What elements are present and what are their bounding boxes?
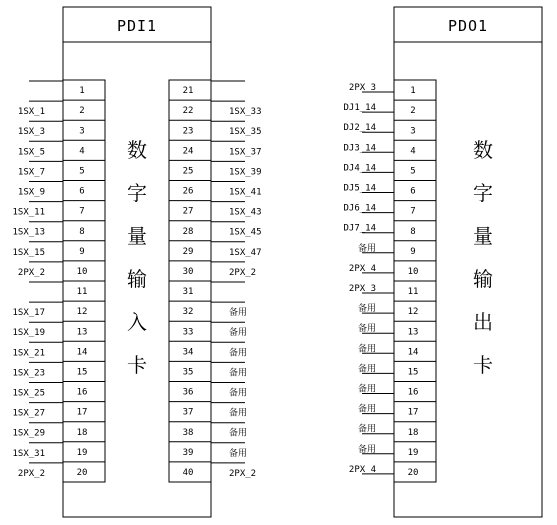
terminal-pin-number: 1 — [410, 86, 416, 97]
terminal-pin-number: 25 — [182, 166, 194, 177]
terminal-pin-number: 34 — [182, 347, 194, 358]
terminal-signal-label: DJ7_14 — [343, 223, 376, 234]
terminal-signal-label: DJ6_14 — [343, 203, 376, 214]
terminal-pin-number: 17 — [407, 407, 419, 418]
terminal-signal-label: 2PX_2 — [229, 267, 257, 278]
terminal-pin-number: 13 — [76, 327, 88, 338]
terminal-pin-number: 16 — [407, 387, 419, 398]
terminal-pin-number: 9 — [79, 246, 85, 257]
terminal-pin-number: 18 — [76, 427, 88, 438]
terminal-pin-number: 9 — [410, 246, 416, 257]
terminal-pin-number: 4 — [79, 146, 85, 157]
terminal-signal-label: 1SX_25 — [12, 388, 45, 399]
terminal-pin-number: 12 — [407, 307, 419, 318]
terminal-signal-label: 备用 — [357, 364, 376, 375]
terminal-signal-label: 1SX_31 — [12, 448, 45, 459]
terminal-pin-number: 33 — [182, 327, 194, 338]
terminal-signal-label: 1SX_27 — [12, 408, 45, 419]
terminal-pin-number: 13 — [407, 327, 419, 338]
terminal-pin-number: 10 — [76, 266, 88, 277]
pdo1-pins-1-20 — [343, 83, 436, 478]
terminal-signal-label: 1SX_15 — [12, 247, 45, 258]
terminal-pin-number: 35 — [182, 367, 194, 378]
terminal-signal-label: 1SX_5 — [17, 147, 45, 158]
terminal-pin-number: 11 — [407, 287, 419, 298]
terminal-signal-label: 1SX_45 — [229, 227, 262, 238]
terminal-signal-label: DJ5_14 — [343, 183, 376, 194]
terminal-pin-number: 38 — [182, 427, 194, 438]
terminal-signal-label: 1SX_35 — [229, 127, 262, 138]
vertical-label-char: 量 — [473, 224, 493, 248]
terminal-signal-label: 1SX_11 — [12, 207, 45, 218]
terminal-signal-label: 1SX_33 — [229, 107, 262, 118]
vertical-label-char: 字 — [127, 181, 147, 205]
terminal-signal-label: 1SX_1 — [17, 107, 45, 118]
terminal-signal-label: 2PX_4 — [348, 464, 376, 475]
terminal-signal-label: 备用 — [357, 424, 376, 435]
pdi1-vertical-label — [127, 138, 147, 377]
terminal-pin-number: 29 — [182, 246, 194, 257]
terminal-signal-label: 备用 — [357, 324, 376, 335]
terminal-pin-number: 32 — [182, 307, 194, 318]
terminal-pin-number: 8 — [79, 226, 85, 237]
terminal-pin-number: 3 — [79, 126, 85, 137]
terminal-signal-label: DJ4_14 — [343, 163, 376, 174]
vertical-label-char: 输 — [473, 267, 493, 291]
terminal-pin-number: 8 — [410, 226, 416, 237]
terminal-pin-number: 30 — [182, 266, 194, 277]
terminal-pin-number: 26 — [182, 186, 194, 197]
terminal-pin-number: 31 — [182, 287, 194, 298]
terminal-signal-label: 备用 — [229, 328, 248, 339]
terminal-pin-number: 6 — [79, 186, 85, 197]
terminal-pin-number: 40 — [182, 467, 194, 478]
terminal-pin-number: 19 — [76, 447, 88, 458]
terminal-pin-number: 27 — [182, 206, 194, 217]
terminal-signal-label: 备用 — [229, 308, 248, 319]
terminal-signal-label: 2PX_2 — [17, 468, 45, 479]
terminal-signal-label: 1SX_39 — [229, 167, 262, 178]
terminal-signal-label: 1SX_47 — [229, 247, 262, 258]
terminal-pin-number: 3 — [410, 126, 416, 137]
terminal-signal-label: 1SX_9 — [17, 187, 45, 198]
terminal-signal-label: 备用 — [357, 344, 376, 355]
terminal-pin-number: 10 — [407, 266, 419, 277]
terminal-pin-number: 6 — [410, 186, 416, 197]
vertical-label-char: 出 — [473, 310, 493, 334]
terminal-pin-number: 5 — [410, 166, 416, 177]
pdo1-card — [343, 7, 542, 517]
terminal-signal-label: 备用 — [357, 384, 376, 395]
terminal-signal-label: 2PX_2 — [17, 267, 45, 278]
terminal-pin-number: 23 — [182, 126, 194, 137]
terminal-signal-label: 备用 — [229, 428, 248, 439]
vertical-label-char: 数 — [473, 138, 493, 162]
terminal-signal-label: 备用 — [357, 444, 376, 455]
terminal-signal-label: 备用 — [357, 304, 376, 315]
terminal-pin-number: 2 — [79, 106, 85, 117]
terminal-pin-number: 28 — [182, 226, 194, 237]
terminal-pin-number: 7 — [410, 206, 416, 217]
pdi1-card — [12, 7, 261, 517]
terminal-pin-number: 20 — [76, 467, 88, 478]
terminal-pin-number: 20 — [407, 467, 419, 478]
terminal-signal-label: DJ3_14 — [343, 143, 376, 154]
pdi1-card-outline — [63, 7, 211, 517]
terminal-signal-label: 备用 — [229, 348, 248, 359]
terminal-pin-number: 7 — [79, 206, 85, 217]
terminal-pin-number: 17 — [76, 407, 88, 418]
terminal-signal-label: 2PX_3 — [348, 284, 376, 294]
terminal-signal-label: 备用 — [357, 243, 376, 254]
pdi1-pins-1-20 — [12, 81, 105, 479]
pdo1-vertical-label — [473, 138, 493, 377]
terminal-signal-label: 备用 — [357, 404, 376, 415]
terminal-pin-number: 21 — [182, 86, 194, 97]
terminal-pin-number: 14 — [76, 347, 88, 358]
terminal-signal-label: 备用 — [229, 388, 248, 399]
terminal-pin-number: 11 — [76, 287, 88, 298]
terminal-signal-label: 1SX_13 — [12, 227, 45, 238]
vertical-label-char: 量 — [127, 224, 147, 248]
vertical-label-char: 卡 — [127, 353, 147, 377]
terminal-pin-number: 2 — [410, 106, 416, 117]
terminal-signal-label: 1SX_37 — [229, 147, 262, 158]
terminal-signal-label: 备用 — [229, 408, 248, 419]
terminal-signal-label: 1SX_3 — [17, 127, 45, 138]
terminal-pin-number: 39 — [182, 447, 194, 458]
terminal-pin-number: 22 — [182, 106, 194, 117]
terminal-pin-number: 18 — [407, 427, 419, 438]
terminal-signal-label: DJ2_14 — [343, 123, 376, 134]
vertical-label-char: 数 — [127, 138, 147, 162]
terminal-pin-number: 5 — [79, 166, 85, 177]
pdi1-pins-21-40 — [169, 81, 262, 479]
vertical-label-char: 卡 — [473, 353, 493, 377]
terminal-pin-number: 15 — [407, 367, 419, 378]
pdo1-title: PDO1 — [447, 17, 489, 35]
terminal-signal-label: 1SX_41 — [229, 187, 262, 198]
terminal-signal-label: 2PX_3 — [348, 83, 376, 93]
pdo1-card-outline — [394, 7, 542, 517]
terminal-signal-label: 1SX_21 — [12, 348, 45, 359]
vertical-label-char: 输 — [127, 267, 147, 291]
terminal-signal-label: 1SX_7 — [17, 167, 45, 178]
pdi1-title: PDI1 — [116, 17, 158, 35]
terminal-signal-label: 1SX_23 — [12, 368, 45, 379]
terminal-signal-label: 1SX_19 — [12, 328, 45, 339]
terminal-signal-label: 1SX_43 — [229, 207, 262, 218]
terminal-pin-number: 36 — [182, 387, 194, 398]
terminal-pin-number: 15 — [76, 367, 88, 378]
terminal-signal-label: 2PX_4 — [348, 263, 376, 274]
terminal-pin-number: 12 — [76, 307, 88, 318]
terminal-pin-number: 4 — [410, 146, 416, 157]
terminal-pin-number: 1 — [79, 86, 85, 97]
vertical-label-char: 字 — [473, 181, 493, 205]
terminal-pin-number: 19 — [407, 447, 419, 458]
terminal-signal-label: 备用 — [229, 368, 248, 379]
terminal-pin-number: 14 — [407, 347, 419, 358]
terminal-signal-label: DJ1_14 — [343, 103, 376, 114]
terminal-pin-number: 16 — [76, 387, 88, 398]
terminal-pin-number: 37 — [182, 407, 194, 418]
terminal-signal-label: 备用 — [229, 448, 248, 459]
terminal-signal-label: 1SX_29 — [12, 428, 45, 439]
terminal-pin-number: 24 — [182, 146, 194, 157]
terminal-signal-label: 2PX_2 — [229, 468, 257, 479]
vertical-label-char: 入 — [127, 310, 147, 334]
terminal-signal-label: 1SX_17 — [12, 308, 45, 319]
